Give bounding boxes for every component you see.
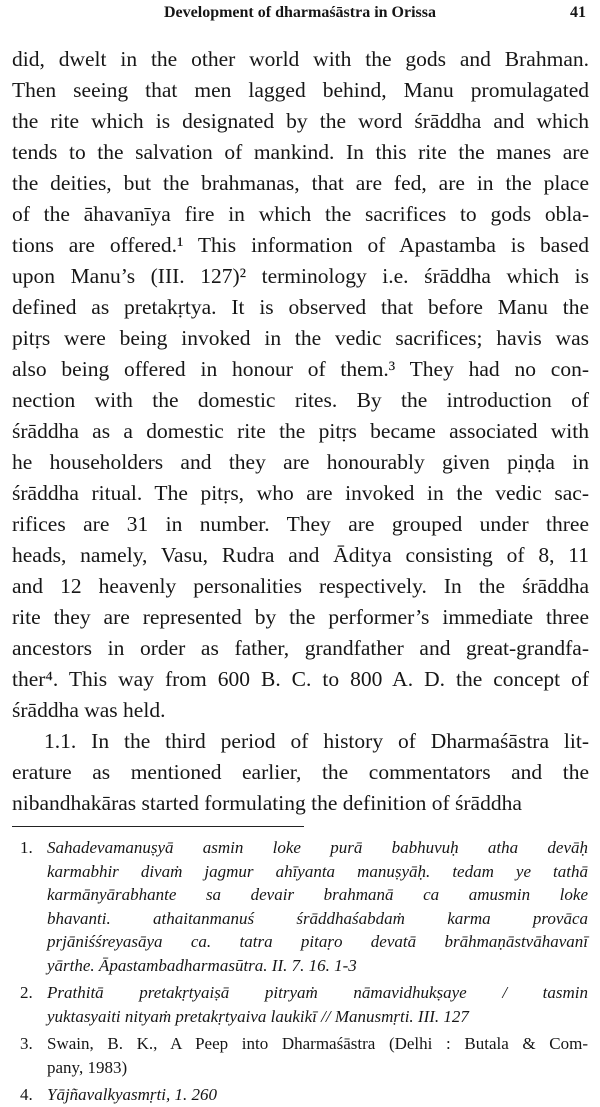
text-line: defined as pretakṛtya. It is observed that before Manu the — [12, 295, 589, 319]
text-line: upon Manu’s (III. 127)² terminology i.e. śrāddha which is — [12, 264, 589, 288]
footnote-line: pany, 1983) — [47, 1057, 128, 1077]
text-line: did, dwelt in the other world with the gods and Brahman. — [12, 47, 589, 71]
paragraph — [12, 44, 589, 726]
footnote-number: 2. — [20, 983, 33, 1002]
page-number: 41 — [570, 4, 586, 21]
footnote-line: Sahadevamanuṣyā asmin loke purā babhuvuḥ atha devāḥ — [47, 838, 588, 857]
footnote-text — [47, 1032, 588, 1079]
text-line: Then seeing that men lagged behind, Manu promulagated — [12, 78, 589, 102]
footnote-line: karmabhir divaṁ jagmur ahīyanta manuṣyāḥ. tedam ye tathā — [47, 861, 588, 881]
text-line: tends to the salvation of mankind. In this rite the manes are — [12, 140, 589, 164]
text-line: the deities, but the brahmanas, that are fed, are in the place — [12, 171, 589, 195]
text-line: tions are offered.¹ This information of Apastamba is based — [12, 233, 589, 257]
footnote-line: yārthe. Āpastambadharmasūtra. II. 7. 16. 1-3 — [47, 955, 357, 975]
text-line: of the āhavanīya fire in which the sacrifices to gods obla- — [12, 202, 589, 226]
text-line: śrāddha was held. — [12, 698, 166, 722]
footnote-line: Yājñavalkyasmṛti, 1. 260 — [47, 1085, 217, 1104]
footnote-line: yuktasyaiti nityaṁ pretakṛtyaiva laukikī // Manusmṛti. III. 127 — [47, 1006, 469, 1026]
paragraph — [12, 726, 589, 819]
text-line: nection with the domestic rites. By the introduction of — [12, 388, 589, 412]
text-line: śrāddha ritual. The pitṛs, who are invoked in the vedic sac- — [12, 481, 589, 505]
footnote — [20, 1032, 588, 1079]
text-line: śrāddha as a domestic rite the pitṛs became associated with — [12, 419, 589, 443]
footnote-number: 4. — [20, 1085, 33, 1104]
footnote-line: prjāniśśreyasāya ca. tatra pitaṛo devatā brāhmaṇāstvāhavanī — [47, 932, 588, 951]
footnote-number: 1. — [20, 838, 33, 857]
footnote-divider — [12, 826, 304, 827]
body-text — [12, 44, 589, 819]
footnote-line: bhavanti. athaitanmanuś śrāddhaśabdaṁ karma provāca — [47, 908, 588, 928]
text-line: heads, namely, Vasu, Rudra and Āditya consisting of 8, 11 — [12, 543, 589, 567]
text-line: the rite which is designated by the word śrāddha and which — [12, 109, 589, 133]
footnote-text — [47, 981, 588, 1028]
footnote-text — [47, 836, 588, 977]
page-header — [14, 4, 586, 26]
text-line: nibandhakāras started formulating the definition of śrāddha — [12, 791, 522, 815]
footnote-number: 3. — [20, 1034, 33, 1053]
text-line: 1.1. In the third period of history of Dharmaśāstra lit- — [44, 729, 589, 753]
text-line: erature as mentioned earlier, the commentators and the — [12, 760, 589, 784]
footnote-text — [47, 1083, 588, 1107]
footnote-line: Prathitā pretakṛtyaiṣā pitryaṁ nāmavidhukṣaye / tasmin — [47, 983, 588, 1002]
text-line: rite they are represented by the performer’s immediate three — [12, 605, 589, 629]
text-line: and 12 heavenly personalities respectively. In the śrāddha — [12, 574, 589, 598]
footnote — [20, 981, 588, 1028]
text-line: ther⁴. This way from 600 B. C. to 800 A. D. the concept of — [12, 667, 589, 691]
text-line: ancestors in order as father, grandfather and great-grandfa- — [12, 636, 589, 660]
footnote — [20, 836, 588, 977]
footnotes — [20, 836, 588, 1107]
text-line: also being offered in honour of them.³ They had no con- — [12, 357, 589, 381]
text-line: he householders and they are honourably given piṇḍa in — [12, 450, 589, 474]
text-line: rifices are 31 in number. They are grouped under three — [12, 512, 589, 536]
running-title: Development of dharmaśāstra in Orissa — [164, 4, 436, 21]
footnote-line: Swain, B. K., A Peep into Dharmaśāstra (Delhi : Butala & Com- — [47, 1034, 588, 1053]
footnote-line: karmānyārabhante sa devair brahmanā ca amusmin loke — [47, 885, 588, 904]
footnote — [20, 1083, 588, 1107]
text-line: pitṛs were being invoked in the vedic sacrifices; havis was — [12, 326, 589, 350]
